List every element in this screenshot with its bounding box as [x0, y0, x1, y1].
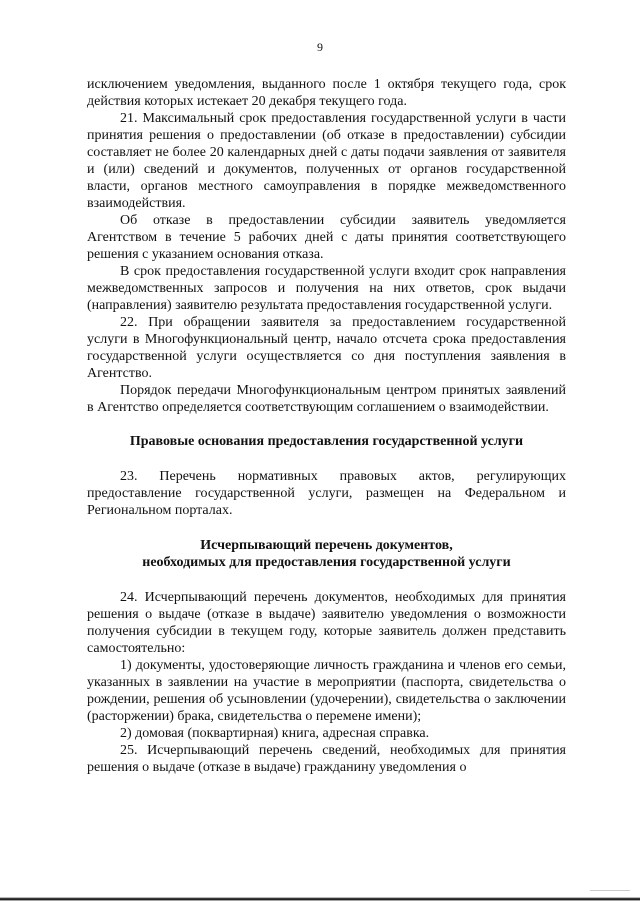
paragraph-22: 22. При обращении заявителя за предоставлением государственной услуги в Многофункциональный центр, начало отсчета срока предоставления государственной услуги осуществляется со дня поступления заявления в Агентство. — [87, 315, 566, 381]
section-heading-legal-basis: Правовые основания предоставления государственной услуги — [129, 434, 524, 449]
paragraph-continuation: исключением уведомления, выданного после 1 октября текущего года, срок действия которых истекает 20 декабря текущего года. — [87, 77, 566, 109]
paragraph-24-item-2: 2) домовая (поквартирная) книга, адресная справка. — [120, 726, 430, 741]
paragraph-24: 24. Исчерпывающий перечень документов, необходимых для принятия решения о выдаче (отказе в выдаче) заявителю уведомления о возможности получения субсидии в текущем году, которые заявитель должен представить самостоятельно: — [87, 590, 566, 656]
scan-edge-mark — [590, 890, 630, 891]
paragraph-25: 25. Исчерпывающий перечень сведений, необходимых для принятия решения о выдаче (отказе в выдаче) гражданину уведомления о — [87, 743, 566, 775]
section-heading-documents-line2: необходимых для предоставления государственной услуги — [142, 555, 511, 570]
scan-artifact — [250, 4, 410, 14]
paragraph-21: 21. Максимальный срок предоставления государственной услуги в части принятия решения о предоставлении (об отказе в предоставлении) субсидии составляет не более 20 календарных дней с даты подачи заявления от заявителя и (или) сведений и документов, полученных от органов государственной власти, органов местного самоуправления в порядке межведомственного взаимодействия. — [87, 111, 566, 211]
paragraph-23: 23. Перечень нормативных правовых актов, регулирующих предоставление государственной услуги, размещен на Федеральном и Региональном порталах. — [87, 469, 566, 518]
paragraph-refusal-notice: Об отказе в предоставлении субсидии заявитель уведомляется Агентством в течение 5 рабочих дней с даты принятия соответствующего решения с указанием основания отказа. — [87, 213, 566, 262]
paragraph-transfer-order: Порядок передачи Многофункциональным центром принятых заявлений в Агентство определяется соответствующим соглашением о взаимодействии. — [87, 383, 566, 415]
page-number: 9 — [317, 40, 323, 54]
section-heading-documents-line1: Исчерпывающий перечень документов, — [200, 538, 453, 553]
paragraph-24-item-1: 1) документы, удостоверяющие личность гражданина и членов его семьи, указанных в заявлении на участие в мероприятии (паспорта, свидетельства о рождении, решения об усыновлении (удочерении), свидетельства о заключении (расторжении) брака, свидетельства о перемене имени); — [87, 658, 566, 724]
section-heading-documents — [87, 537, 566, 571]
paragraph-term-includes: В срок предоставления государственной услуги входит срок направления межведомственных запросов и получения на них ответов, срок выдачи (направления) заявителю результата предоставления государственной услуги. — [87, 264, 566, 313]
document-body — [87, 76, 566, 776]
bottom-scan-edge — [0, 897, 640, 901]
